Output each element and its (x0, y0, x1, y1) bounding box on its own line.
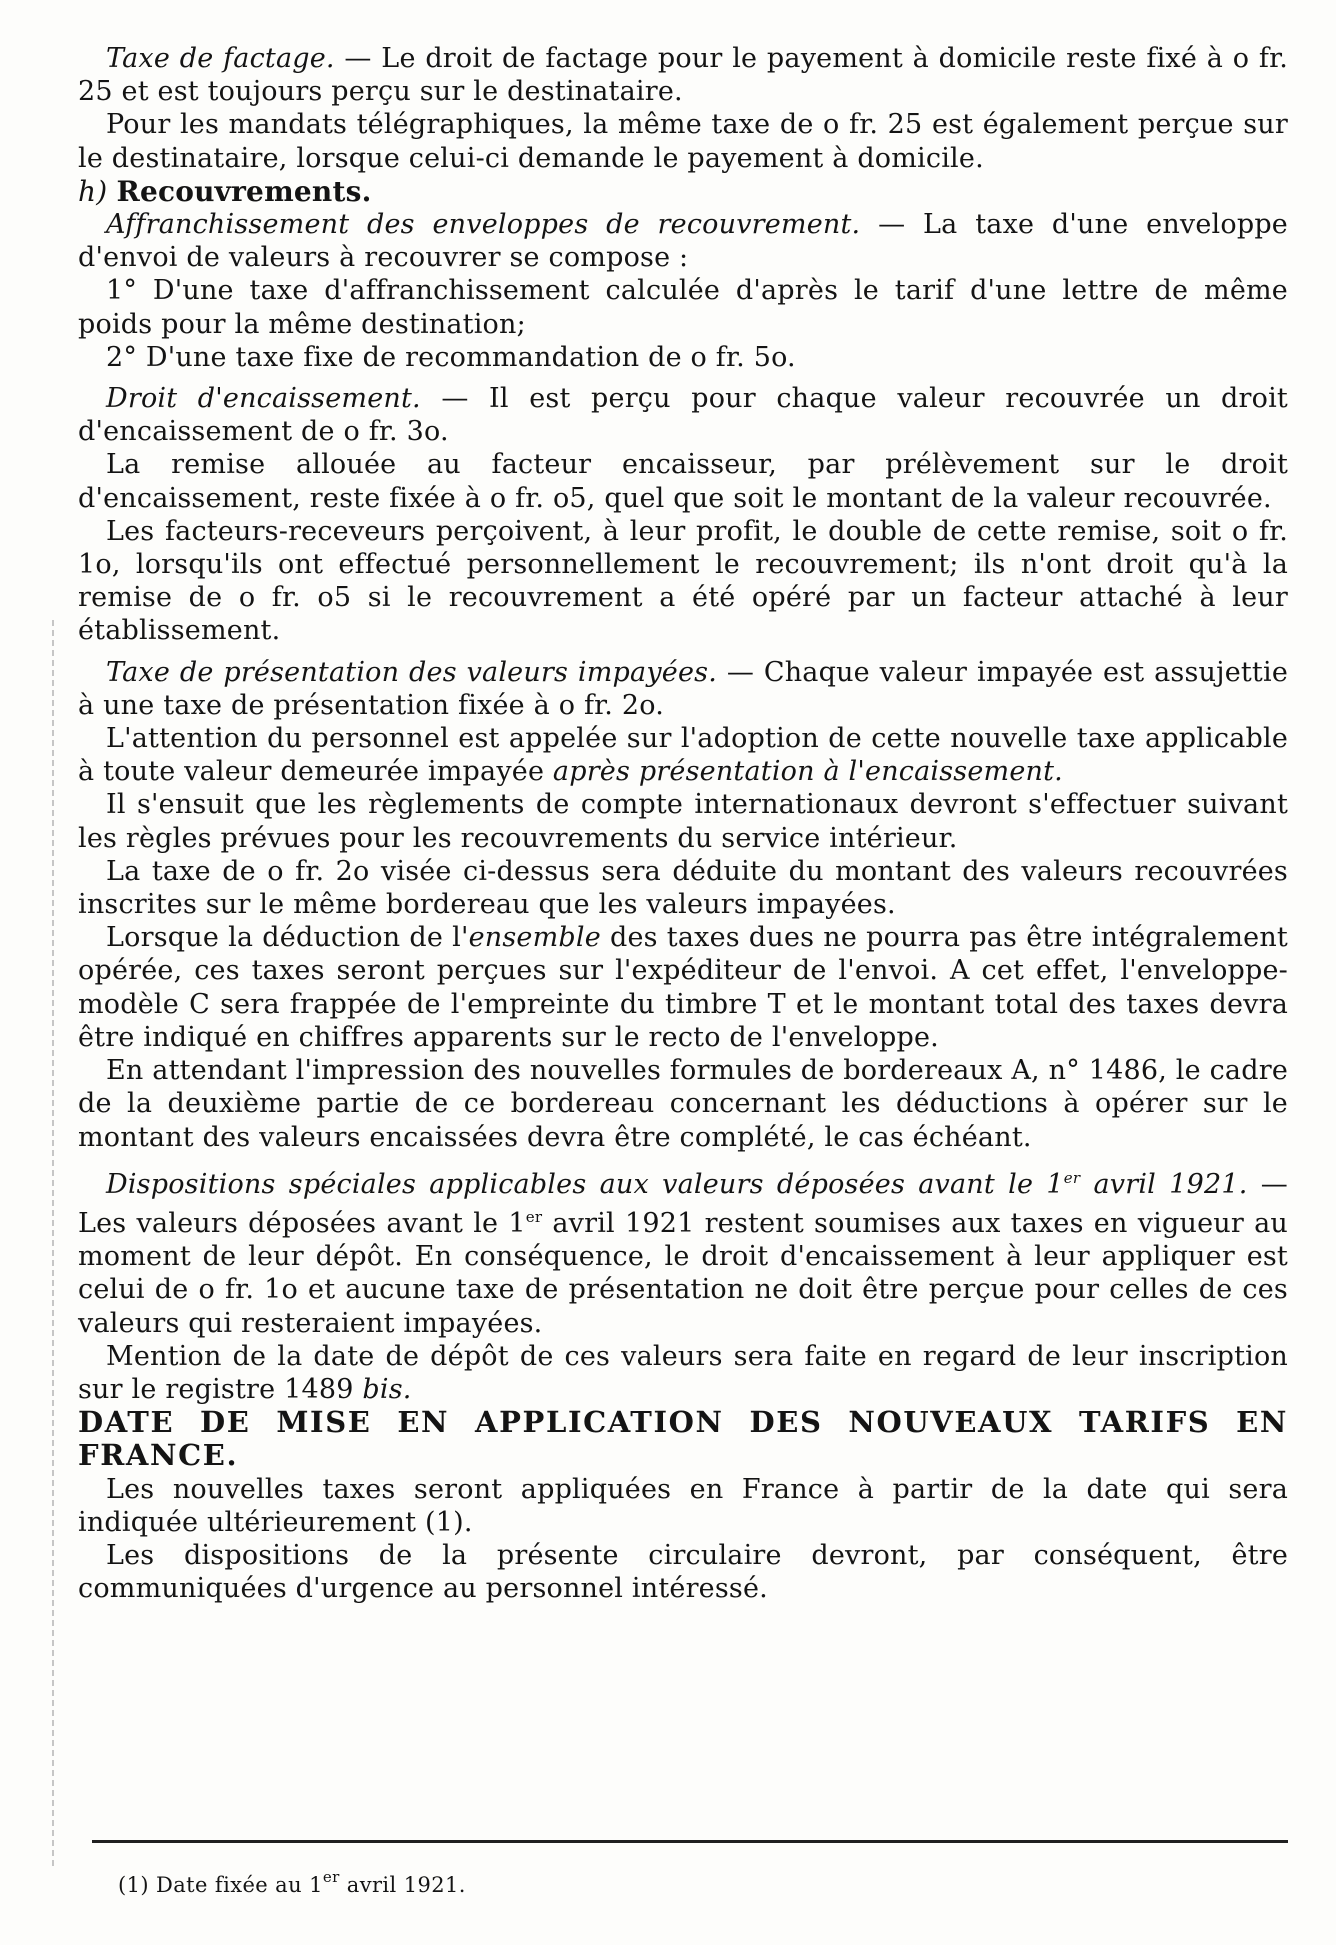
paragraph-facteurs: Les facteurs-receveurs perçoivent, à leur profit, le double de cette remise, soit o fr. 1o, lorsqu'ils ont effectué personnellement le recouvrement; ils n'ont droit qu'à la remise de o fr. o5 si le recouvrement a été opéré par un facteur attaché à leur établissement. (78, 515, 1288, 647)
margin-rule (52, 620, 54, 1870)
paragraph-attendant: En attendant l'impression des nouvelles formules de bordereaux A, n° 1486, le cadre de la deuxième partie de ce bordereau concernant les déductions à opérer sur le montant des valeurs encaissées devra être complété, le cas échéant. (78, 1055, 1288, 1153)
footnote-text-b: avril 1921. (339, 1873, 466, 1897)
paragraph-nouvelles: Les nouvelles taxes seront appliquées en France à partir de la date qui sera indiquée ultérieurement (1). (78, 1473, 1288, 1538)
paragraph-affranchissement (78, 208, 1288, 274)
droit-title: Droit d'encaissement. (106, 383, 421, 415)
presentation-text: — Chaque valeur impayée est assujettie à une taxe de présentation fixée à o fr. 2o. (78, 656, 1289, 721)
footnote-text-a: (1) Date fixée au 1 (118, 1873, 323, 1897)
paragraph-dispositions-speciales (78, 1162, 1288, 1340)
droit-text: — Il est perçu pour chaque valeur recouvrée un droit d'encaissement de o fr. 3o. (78, 383, 1288, 448)
paragraph-presentation (78, 656, 1288, 722)
attention-text: L'attention du personnel est appelée sur l'adoption de cette nouvelle taxe applicable à toute valeur demeurée impayée (78, 723, 1288, 788)
disp-title-a: Dispositions spéciales applicables aux valeurs déposées avant le 1 (106, 1168, 1064, 1200)
factage-text: — Le droit de factage pour le payement à domicile reste fixé à o fr. 25 et est toujours perçu sur le destinataire. (78, 43, 1288, 108)
list-item-1: 1° D'une taxe d'affranchissement calculée d'après le tarif d'une lettre de même poids pour la même destination; (78, 275, 1288, 340)
mention-text: Mention de la date de dépôt de ces valeurs sera faite en regard de leur inscription sur le registre 1489 (78, 1340, 1288, 1405)
factage-title: Taxe de factage. (106, 43, 335, 74)
heading-letter: h) (78, 174, 108, 208)
disp-title-sup: er (1063, 1168, 1081, 1187)
paragraph-mandats: Pour les mandats télégraphiques, la même taxe de o fr. 25 est également perçue sur le destinataire, lorsque celui-ci demande le payement à domicile. (78, 109, 1288, 174)
disp-text-sup: er (525, 1207, 543, 1226)
mention-emphasis: bis. (362, 1373, 412, 1405)
paragraph-lorsque (78, 921, 1288, 1054)
section-title: DATE DE MISE EN APPLICATION DES NOUVEAUX TARIFS EN FRANCE. (78, 1405, 1288, 1473)
lorsque-text-c: des taxes dues ne pourra pas être intégralement opérée, ces taxes seront perçues sur l'expéditeur de l'envoi. A cet effet, l'enveloppe-modèle C sera frappée de l'empreinte du timbre T et le montant total des taxes devra être indiqué en chiffres apparents sur le recto de l'enveloppe. (78, 922, 1288, 1053)
attention-emphasis: après présentation à l'encaissement. (552, 756, 1063, 788)
footnote (118, 1868, 466, 1897)
heading-title: Recouvrements. (116, 174, 372, 208)
paragraph-factage (78, 42, 1288, 108)
paragraph-mention (78, 1340, 1288, 1406)
disp-title-b: avril 1921. (1080, 1168, 1248, 1200)
paragraph-remise: La remise allouée au facteur encaisseur, par prélèvement sur le droit d'encaissement, reste fixée à o fr. o5, quel que soit le montant de la valeur recouvrée. (78, 449, 1288, 514)
body-text (78, 42, 1288, 1605)
heading-recouvrements (78, 175, 1288, 208)
affranchissement-title: Affranchissement des enveloppes de recouvrement. (106, 209, 861, 241)
list-item-2: 2° D'une taxe fixe de recommandation de o fr. 5o. (106, 341, 796, 373)
disp-text-a: — Les valeurs déposées avant le 1 (78, 1168, 1289, 1239)
disp-text-b: avril 1921 restent soumises aux taxes en vigueur au moment de leur dépôt. En conséquence, le droit d'encaissement à leur appliquer est celui de o fr. 1o et aucune taxe de présentation ne doit être perçue pour celles de ces valeurs qui resteraient impayées. (78, 1207, 1288, 1339)
paragraph-dispositions: Les dispositions de la présente circulaire devront, par conséquent, être communiquées d'urgence au personnel intéressé. (78, 1539, 1288, 1605)
paragraph-droit (78, 382, 1288, 448)
presentation-title: Taxe de présentation des valeurs impayées. (106, 656, 717, 688)
affranchissement-text: — La taxe d'une enveloppe d'envoi de valeurs à recouvrer se compose : (78, 209, 1288, 274)
lorsque-text-a: Lorsque la déduction de l' (106, 922, 469, 954)
footnote-rule (92, 1840, 1288, 1843)
lorsque-emphasis: ensemble (468, 922, 601, 954)
paragraph-attention (78, 722, 1288, 788)
paragraph-deduite: La taxe de o fr. 2o visée ci-dessus sera déduite du montant des valeurs recouvrées inscrites sur le même bordereau que les valeurs impayées. (78, 855, 1288, 921)
paragraph-ensuit: Il s'ensuit que les règlements de compte internationaux devront s'effectuer suivant les règles prévues pour les recouvrements du service intérieur. (78, 789, 1288, 854)
footnote-sup: er (322, 1868, 340, 1886)
